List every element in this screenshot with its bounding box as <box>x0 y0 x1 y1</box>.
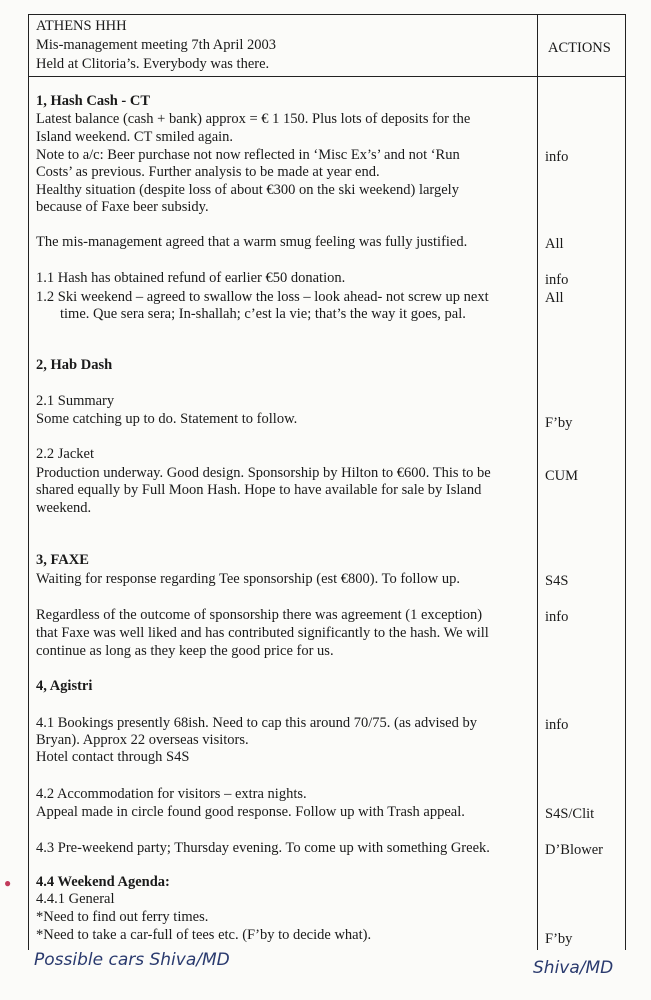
actions-column-header: ACTIONS <box>548 40 611 56</box>
s2-line: weekend. <box>36 500 92 516</box>
table-right-border <box>625 14 626 950</box>
action-info: info <box>545 609 569 625</box>
action-all: All <box>545 290 564 306</box>
s1-line: Island weekend. CT smiled again. <box>36 129 234 145</box>
s4-line: *Need to take a car-full of tees etc. (F’by to decide what). <box>36 927 372 943</box>
s4-line: 4.4.1 General <box>36 891 115 907</box>
table-top-border <box>28 14 626 15</box>
s3-line: continue as long as they keep the good price for us. <box>36 643 334 659</box>
s1-line: Note to a/c: Beer purchase not now reflected in ‘Misc Ex’s’ and not ‘Run <box>36 147 460 163</box>
action-info: info <box>545 272 569 288</box>
action-all: All <box>545 236 564 252</box>
section-4-title: 4, Agistri <box>36 678 93 694</box>
margin-mark-icon: ● <box>4 876 12 890</box>
s4-line: 4.1 Bookings presently 68ish. Need to cap this around 70/75. (as advised by <box>36 715 477 731</box>
action-cum: CUM <box>545 468 579 484</box>
s3-line: Waiting for response regarding Tee sponsorship (est €800). To follow up. <box>36 571 460 587</box>
handwritten-note-left: Possible cars Shiva/MD <box>34 950 230 970</box>
s1-line: Healthy situation (despite loss of about €300 on the ski weekend) largely <box>36 182 459 198</box>
action-fby: F’by <box>545 415 573 431</box>
action-info: info <box>545 149 569 165</box>
action-dblower: D’Blower <box>545 842 603 858</box>
meeting-title: Mis-management meeting 7th April 2003 <box>36 37 277 53</box>
actions-column-divider <box>537 14 538 950</box>
action-info: info <box>545 717 569 733</box>
action-s4s: S4S <box>545 573 569 589</box>
s1-line: 1.2 Ski weekend – agreed to swallow the loss – look ahead- not screw up next <box>36 289 489 305</box>
s3-line: that Faxe was well liked and has contributed significantly to the hash. We will <box>36 625 489 641</box>
section-1-title: 1, Hash Cash - CT <box>36 93 151 109</box>
s4-line: Bryan). Approx 22 overseas visitors. <box>36 732 249 748</box>
action-fby: F’by <box>545 931 573 947</box>
s4-subheading: 4.4 Weekend Agenda: <box>36 874 170 890</box>
s4-line: 4.2 Accommodation for visitors – extra nights. <box>36 786 307 802</box>
s2-line: shared equally by Full Moon Hash. Hope to have available for sale by Island <box>36 482 482 498</box>
s2-line: Some catching up to do. Statement to follow. <box>36 411 298 427</box>
header-divider <box>28 76 626 77</box>
s1-line: Costs’ as previous. Further analysis to be made at year end. <box>36 164 380 180</box>
s4-line: Hotel contact through S4S <box>36 749 190 765</box>
s3-line: Regardless of the outcome of sponsorship there was agreement (1 exception) <box>36 607 483 623</box>
table-left-border <box>28 14 29 950</box>
s1-line: Latest balance (cash + bank) approx = € 1 150. Plus lots of deposits for the <box>36 111 471 127</box>
s2-subheading: 2.2 Jacket <box>36 446 94 462</box>
section-2-title: 2, Hab Dash <box>36 357 113 373</box>
s1-line: The mis-management agreed that a warm smug feeling was fully justified. <box>36 234 468 250</box>
section-3-title: 3, FAXE <box>36 552 89 568</box>
s1-line: time. Que sera sera; In-shallah; c’est la vie; that’s the way it goes, pal. <box>60 306 466 322</box>
s1-line: because of Faxe beer subsidy. <box>36 199 209 215</box>
s4-line: Appeal made in circle found good response. Follow up with Trash appeal. <box>36 804 465 820</box>
handwritten-note-right: Shiva/MD <box>533 958 614 978</box>
s4-line: *Need to find out ferry times. <box>36 909 209 925</box>
action-s4s-clit: S4S/Clit <box>545 806 595 822</box>
s1-line: 1.1 Hash has obtained refund of earlier €50 donation. <box>36 270 346 286</box>
s2-subheading: 2.1 Summary <box>36 393 115 409</box>
meeting-location: Held at Clitoria’s. Everybody was there. <box>36 56 270 72</box>
s4-line: 4.3 Pre-weekend party; Thursday evening. To come up with something Greek. <box>36 840 490 856</box>
s2-line: Production underway. Good design. Sponsorship by Hilton to €600. This to be <box>36 465 491 481</box>
club-name: ATHENS HHH <box>36 18 127 34</box>
